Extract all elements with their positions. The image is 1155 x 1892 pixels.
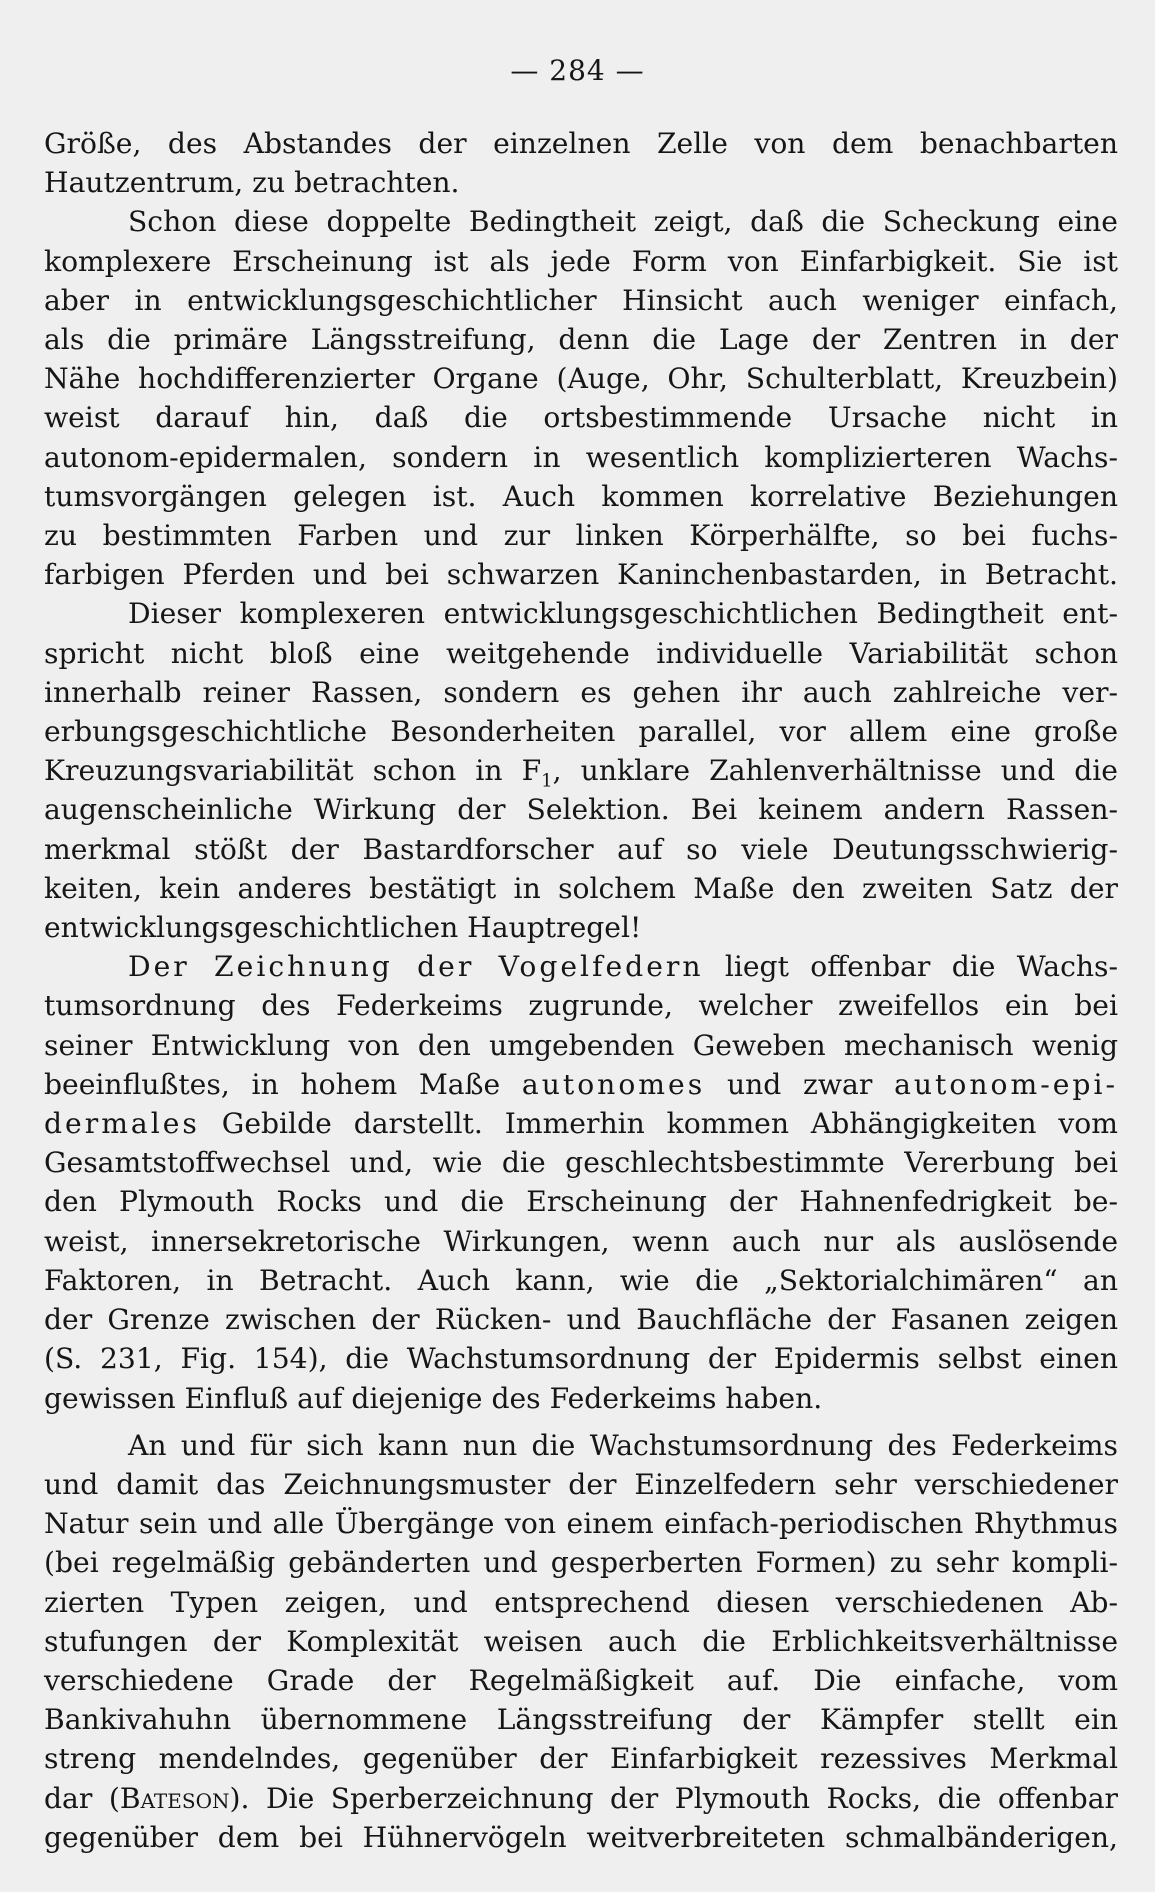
paragraph-5 xyxy=(44,1426,1118,1857)
text-line: gegenüber dem bei Hühnervögeln weitverbreiteten schmalbänderigen, xyxy=(44,1820,1118,1854)
text-line: weist darauf hin, daß die ortsbestimmende Ursache nicht in xyxy=(44,401,1118,435)
text-line: Natur sein und alle Übergänge von einem einfach-periodischen Rhythmus xyxy=(44,1507,1118,1541)
text-line: aber in entwicklungsgeschichtlicher Hinsicht auch weniger einfach, xyxy=(44,283,1118,317)
text-run: Kreuzungsvariabilität schon in F xyxy=(44,754,542,788)
text-run: und zwar xyxy=(705,1067,895,1101)
text-line: streng mendelndes, gegenüber der Einfarbigkeit rezessives Merkmal xyxy=(44,1742,1118,1776)
emphasis-text: Der Zeichnung der Vogelfedern xyxy=(128,950,704,984)
text-line: weist, innersekretorische Wirkungen, wenn auch nur als auslösende xyxy=(44,1224,1118,1258)
text-line: spricht nicht bloß eine weitgehende individuelle Variabilität schon xyxy=(44,636,1118,670)
body-text xyxy=(44,124,1118,1857)
text-line: verschiedene Grade der Regelmäßigkeit auf. Die einfache, vom xyxy=(44,1663,1118,1697)
text-line: Gesamtstoffwechsel und, wie die geschlechtsbestimmte Vererbung bei xyxy=(44,1146,1118,1180)
text-line: Nähe hochdifferenzierter Organe (Auge, Ohr, Schulterblatt, Kreuzbein) xyxy=(44,362,1118,396)
text-line xyxy=(44,1065,1118,1104)
text-run: beeinflußtes, in hohem Maße xyxy=(44,1067,501,1101)
paragraph-2 xyxy=(44,202,1118,594)
subscript: 1 xyxy=(541,770,553,792)
text-line: merkmal stößt der Bastardforscher auf so viele Deutungsschwierig- xyxy=(44,832,1118,866)
text-line: augenscheinliche Wirkung der Selektion. Bei keinem andern Rassen- xyxy=(44,793,1118,827)
emphasis-text: autonom-epi- xyxy=(894,1067,1118,1101)
text-run: Gebilde darstellt. Immerhin kommen Abhängigkeiten vom xyxy=(199,1107,1118,1141)
author-name: Bateson xyxy=(119,1781,230,1815)
text-run: , unklare Zahlenverhältnisse und die xyxy=(552,754,1118,788)
text-run: liegt offenbar die Wachs- xyxy=(703,950,1118,984)
text-run: dar ( xyxy=(44,1781,120,1815)
text-line: Größe, des Abstandes der einzelnen Zelle von dem benachbarten xyxy=(44,127,1118,160)
text-line: erbungsgeschichtliche Besonderheiten parallel, vor allem eine große xyxy=(44,715,1118,749)
text-line: Schon diese doppelte Bedingtheit zeigt, daß die Scheckung eine xyxy=(128,205,1118,239)
text-line: der Grenze zwischen der Rücken- und Bauchfläche der Fasanen zeigen xyxy=(44,1303,1118,1337)
text-line: Dieser komplexeren entwicklungsgeschichtlichen Bedingtheit ent- xyxy=(128,597,1118,631)
paragraph-3 xyxy=(44,594,1118,947)
text-line xyxy=(44,1779,1118,1818)
emphasis-text: dermales xyxy=(44,1107,200,1141)
text-line: Faktoren, in Betracht. Auch kann, wie die „Sektorialchimären“ an xyxy=(44,1263,1118,1297)
text-line: Hautzentrum, zu betrachten. xyxy=(44,166,460,200)
text-line: tumsvorgängen gelegen ist. Auch kommen korrelative Beziehungen xyxy=(44,479,1118,513)
text-line: als die primäre Längsstreifung, denn die Lage der Zentren in der xyxy=(44,323,1118,357)
text-line: stufungen der Komplexität weisen auch die Erblichkeitsverhältnisse xyxy=(44,1624,1118,1658)
text-line: komplexere Erscheinung ist als jede Form von Einfarbigkeit. Sie ist xyxy=(44,244,1118,278)
text-line: An und für sich kann nun die Wachstumsordnung des Federkeims xyxy=(128,1428,1118,1462)
text-line: autonom-epidermalen, sondern in wesentlich komplizierteren Wachs- xyxy=(44,440,1118,474)
text-run: ). Die Sperberzeichnung der Plymouth Rocks, die offenbar xyxy=(229,1781,1118,1815)
text-line: (bei regelmäßig gebänderten und gesperberten Formen) zu sehr kompli- xyxy=(44,1546,1118,1580)
text-line: zu bestimmten Farben und zur linken Körperhälfte, so bei fuchs- xyxy=(44,519,1118,553)
text-line: seiner Entwicklung von den umgebenden Geweben mechanisch wenig xyxy=(44,1028,1118,1062)
page-number: — 284 — xyxy=(510,54,645,87)
paragraph-1 xyxy=(44,124,1118,202)
text-line: zierten Typen zeigen, und entsprechend diesen verschiedenen Ab- xyxy=(44,1585,1118,1619)
text-line: gewissen Einfluß auf diejenige des Federkeims haben. xyxy=(44,1381,823,1415)
text-line: innerhalb reiner Rassen, sondern es gehen ihr auch zahlreiche ver- xyxy=(44,675,1118,709)
text-line: entwicklungsgeschichtlichen Hauptregel! xyxy=(44,911,642,945)
text-line xyxy=(44,947,1118,986)
text-line: und damit das Zeichnungsmuster der Einzelfedern sehr verschiedener xyxy=(44,1467,1118,1501)
emphasis-text: autonomes xyxy=(521,1067,706,1101)
text-line xyxy=(44,1104,1118,1143)
text-line: (S. 231, Fig. 154), die Wachstumsordnung der Epidermis selbst einen xyxy=(44,1342,1118,1376)
text-line: keiten, kein anderes bestätigt in solchem Maße den zweiten Satz der xyxy=(44,871,1118,905)
text-line: Bankivahuhn übernommene Längsstreifung der Kämpfer stellt ein xyxy=(44,1703,1118,1737)
text-line xyxy=(44,751,1118,790)
text-line: den Plymouth Rocks und die Erscheinung der Hahnenfedrigkeit be- xyxy=(44,1185,1118,1219)
text-line: tumsordnung des Federkeims zugrunde, welcher zweifellos ein bei xyxy=(44,989,1118,1023)
paragraph-4 xyxy=(44,947,1118,1417)
text-line: farbigen Pferden und bei schwarzen Kaninchenbastarden, in Betracht. xyxy=(44,558,1118,592)
